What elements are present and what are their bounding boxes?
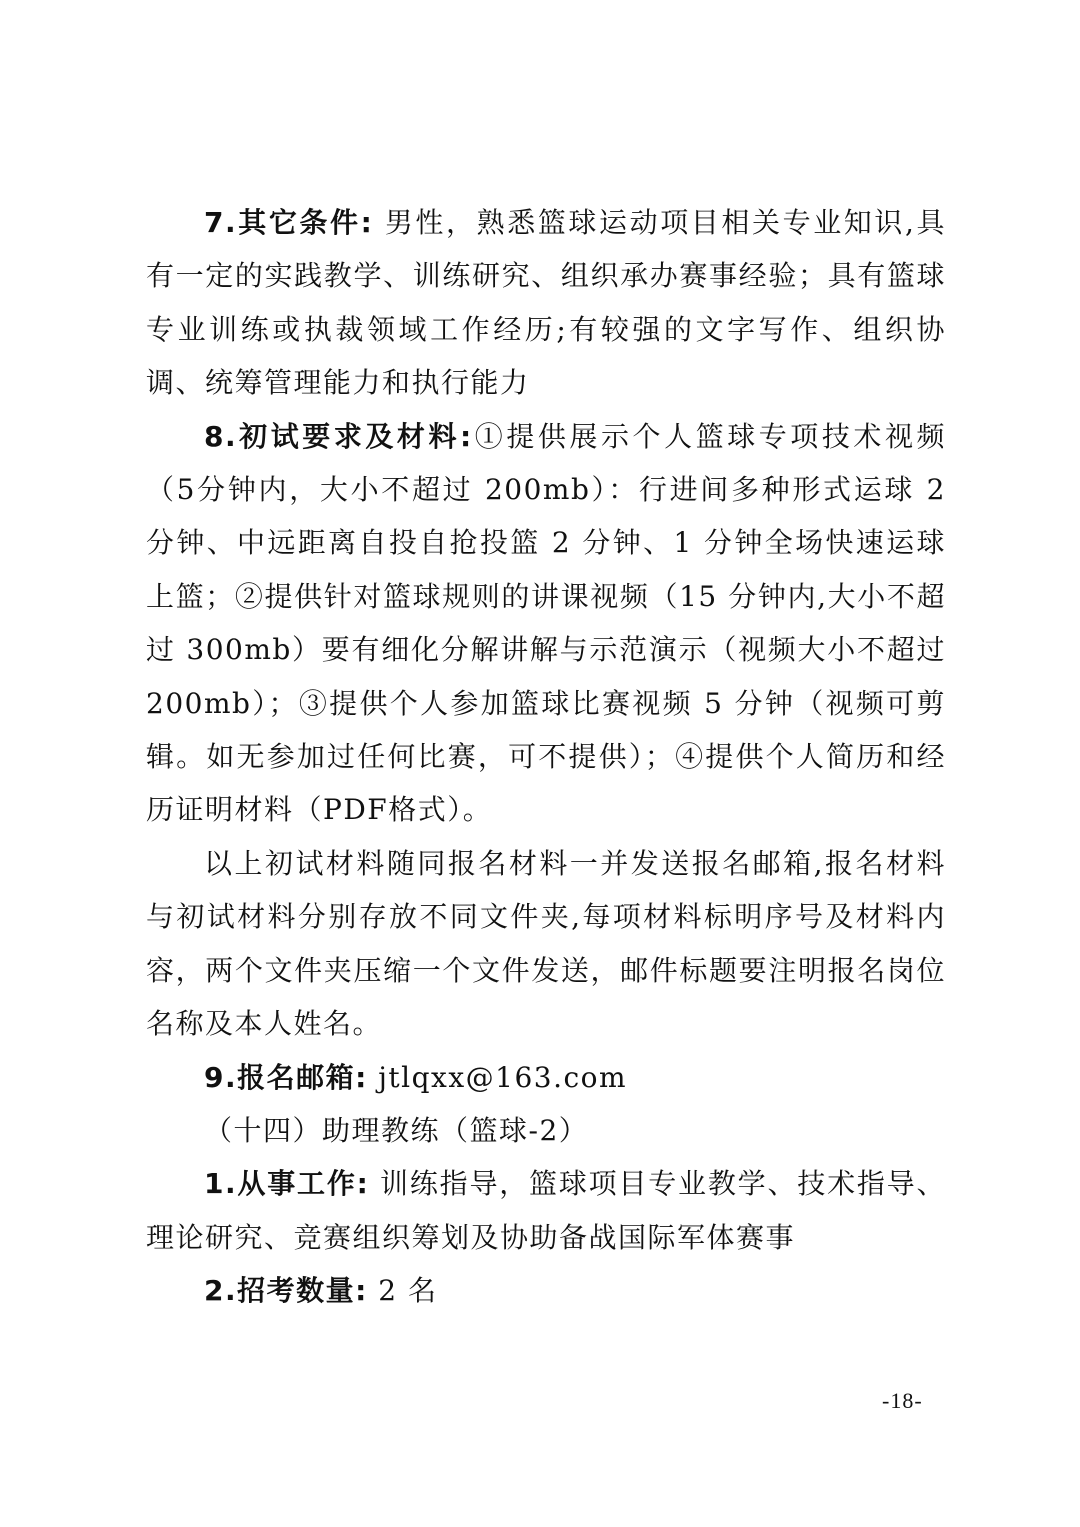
page-number: -18- xyxy=(882,1388,923,1413)
label-recruitment-quantity: 2.招考数量: xyxy=(204,1274,368,1308)
paragraph-other-conditions xyxy=(146,196,946,410)
text-section-heading: （十四）助理教练（篮球-2） xyxy=(204,1113,589,1147)
paragraph-submission-instructions xyxy=(146,837,946,1051)
section-heading-assistant-coach xyxy=(146,1104,946,1157)
label-registration-email: 9.报名邮箱: xyxy=(204,1060,368,1094)
paragraph-job-duties xyxy=(146,1157,946,1264)
paragraph-preliminary-requirements xyxy=(146,410,946,837)
registration-email-address: jtlqxx@163.com xyxy=(378,1060,628,1094)
text-preliminary-requirements: ①提供展示个人篮球专项技术视频（5分钟内，大小不超过 200mb）：行进间多种形式运球 2 分钟、中远距离自投自抢投篮 2 分钟、1 分钟全场快速运球上篮；②提供针对篮球规则的讲课视频（15 分钟内,大小不超过 300mb）要有细化分解讲解与示范演示（视频大小不超过 200mb）；③提供个人参加篮球比赛视频 5 分钟（视频可剪辑。如无参加过任何比赛，可不提供）；④提供个人简历和经历证明材料（PDF格式）。 xyxy=(146,419,946,827)
paragraph-registration-email xyxy=(146,1051,946,1104)
text-recruitment-quantity: 2 名 xyxy=(378,1274,438,1308)
text-submission-instructions: 以上初试材料随同报名材料一并发送报名邮箱,报名材料与初试材料分别存放不同文件夹,每项材料标明序号及材料内容，两个文件夹压缩一个文件发送，邮件标题要注明报名岗位名称及本人姓名。 xyxy=(146,846,946,1041)
text-other-conditions: 男性，熟悉篮球运动项目相关专业知识,具有一定的实践教学、训练研究、组织承办赛事经验；具有篮球专业训练或执裁领域工作经历;有较强的文字写作、组织协调、统筹管理能力和执行能力 xyxy=(146,206,946,400)
paragraph-recruitment-quantity xyxy=(146,1264,946,1317)
label-preliminary-requirements: 8.初试要求及材料: xyxy=(204,419,473,453)
label-job-duties: 1.从事工作: xyxy=(204,1167,370,1201)
document-body xyxy=(146,196,946,1318)
text-job-duties: 训练指导，篮球项目专业教学、技术指导、理论研究、竞赛组织筹划及协助备战国际军体赛事 xyxy=(146,1167,946,1254)
label-other-conditions: 7.其它条件: xyxy=(204,206,374,239)
